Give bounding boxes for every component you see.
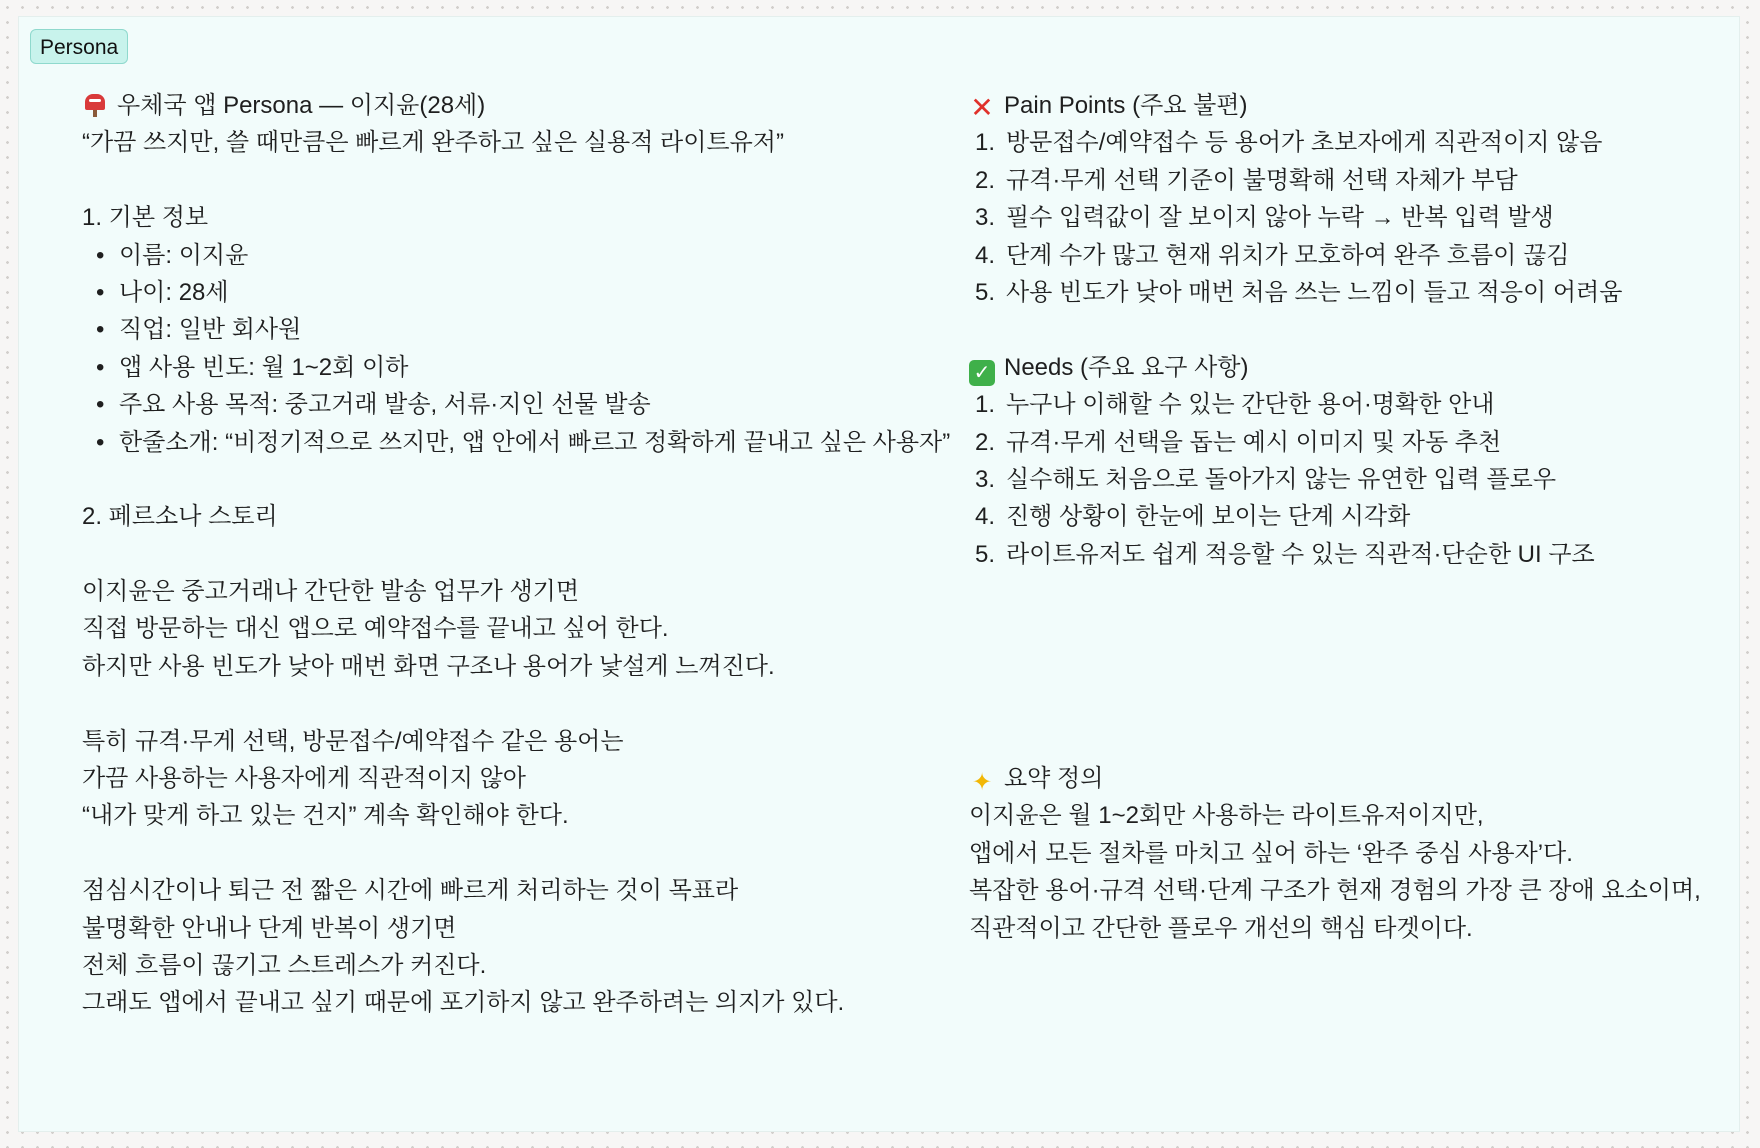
needs-item-text: 라이트유저도 쉽게 적응할 수 있는 직관적·단순한 UI 구조 bbox=[1006, 540, 1595, 568]
story-line: 불명확한 안내나 단계 반복이 생기면 bbox=[82, 914, 457, 942]
list-number: 2. bbox=[975, 166, 996, 194]
summary-line: 직관적이고 간단한 플로우 개선의 핵심 타겟이다. bbox=[969, 914, 1473, 942]
pain-point-item bbox=[969, 274, 1701, 311]
basic-info-item bbox=[82, 424, 950, 461]
story-line: “내가 맞게 하고 있는 건지” 계속 확인해야 한다. bbox=[82, 802, 569, 830]
story-paragraph bbox=[82, 573, 950, 685]
pain-point-item-text: 방문접수/예약접수 등 용어가 초보자에게 직관적이지 않음 bbox=[1006, 129, 1603, 157]
needs-item bbox=[969, 386, 1701, 423]
pain-point-item-text: 사용 빈도가 낮아 매번 처음 쓰는 느낌이 들고 적응이 어려움 bbox=[1006, 278, 1623, 306]
basic-info-item-text: 주요 사용 목적: 중고거래 발송, 서류·지인 선물 발송 bbox=[119, 391, 651, 419]
cross-icon: ✕ bbox=[970, 92, 994, 123]
summary-heading: 요약 정의 bbox=[1004, 765, 1104, 793]
story-line: 하지만 사용 빈도가 낮아 매번 화면 구조나 용어가 낯설게 느껴진다. bbox=[82, 652, 775, 680]
bullet-marker: • bbox=[96, 391, 105, 419]
basic-info-item-text: 이름: 이지윤 bbox=[119, 241, 249, 269]
bullet-marker: • bbox=[96, 353, 105, 381]
list-number: 2. bbox=[975, 428, 996, 456]
basic-info-item bbox=[82, 274, 950, 311]
summary-line: 복잡한 용어·규격 선택·단계 구조가 현재 경험의 가장 큰 장애 요소이며, bbox=[969, 877, 1701, 905]
basic-info-item bbox=[82, 386, 950, 423]
bullet-marker: • bbox=[96, 241, 105, 269]
pain-point-item-text: 단계 수가 많고 현재 위치가 모호하여 완주 흐름이 끊김 bbox=[1006, 241, 1570, 269]
story-paragraph bbox=[82, 872, 950, 1022]
needs-item bbox=[969, 424, 1701, 461]
needs-item-text: 누구나 이해할 수 있는 간단한 용어·명확한 안내 bbox=[1006, 391, 1495, 419]
basic-info-item bbox=[82, 237, 950, 274]
story-paragraph bbox=[82, 723, 950, 835]
list-number: 5. bbox=[975, 540, 996, 568]
basic-info-item-text: 직업: 일반 회사원 bbox=[119, 316, 302, 344]
pain-point-item bbox=[969, 199, 1701, 236]
needs-heading: Needs (주요 요구 사항) bbox=[1004, 353, 1249, 381]
persona-title-line bbox=[82, 87, 950, 124]
story-line: 전체 흐름이 끊기고 스트레스가 커진다. bbox=[82, 951, 487, 979]
story-line: 이지윤은 중고거래나 간단한 발송 업무가 생기면 bbox=[82, 578, 580, 606]
bullet-marker: • bbox=[96, 428, 105, 456]
check-icon: ✓ bbox=[969, 360, 995, 386]
persona-quote: “가끔 쓰지만, 쓸 때만큼은 빠르게 완주하고 싶은 실용적 라이트유저” bbox=[82, 129, 784, 157]
needs-item bbox=[969, 536, 1701, 573]
needs-item-text: 진행 상황이 한눈에 보이는 단계 시각화 bbox=[1006, 503, 1411, 531]
story-line: 점심시간이나 퇴근 전 짧은 시간에 빠르게 처리하는 것이 목표라 bbox=[82, 877, 739, 905]
pain-point-item bbox=[969, 162, 1701, 199]
persona-right-column bbox=[969, 87, 1701, 947]
section-heading-story: 2. 페르소나 스토리 bbox=[82, 503, 278, 531]
summary-text bbox=[969, 797, 1701, 947]
pain-point-item-text: 규격·무게 선택 기준이 불명확해 선택 자체가 부담 bbox=[1006, 166, 1518, 194]
needs-item bbox=[969, 461, 1701, 498]
story-line: 그래도 앱에서 끝내고 싶기 때문에 포기하지 않고 완주하려는 의지가 있다. bbox=[82, 989, 845, 1017]
list-number: 4. bbox=[975, 241, 996, 269]
sparkle-icon: ✦ bbox=[971, 769, 993, 797]
basic-info-item-text: 나이: 28세 bbox=[119, 278, 229, 306]
needs-item-text: 실수해도 처음으로 돌아가지 않는 유연한 입력 플로우 bbox=[1006, 465, 1557, 493]
pain-points-list bbox=[969, 124, 1701, 311]
basic-info-item-text: 앱 사용 빈도: 월 1~2회 이하 bbox=[119, 353, 409, 381]
needs-item bbox=[969, 498, 1701, 535]
persona-left-column bbox=[82, 87, 950, 1022]
frame-label[interactable]: Persona bbox=[30, 29, 128, 64]
basic-info-list bbox=[82, 237, 950, 461]
needs-heading-line bbox=[969, 349, 1701, 386]
basic-info-item-text: 한줄소개: “비정기적으로 쓰지만, 앱 안에서 빠르고 정확하게 끝내고 싶은 사용자” bbox=[119, 428, 951, 456]
persona-title: 우체국 앱 Persona — 이지윤(28세) bbox=[117, 92, 486, 119]
basic-info-item bbox=[82, 349, 950, 386]
bullet-marker: • bbox=[96, 316, 105, 344]
story-line: 직접 방문하는 대신 앱으로 예약접수를 끝내고 싶어 한다. bbox=[82, 615, 669, 643]
list-number: 3. bbox=[975, 204, 996, 232]
story-line: 특히 규격·무게 선택, 방문접수/예약접수 같은 용어는 bbox=[82, 727, 624, 755]
summary-line: 앱에서 모든 절차를 마치고 싶어 하는 ‘완주 중심 사용자’다. bbox=[969, 839, 1573, 867]
summary-heading-line bbox=[969, 760, 1701, 797]
summary-line: 이지윤은 월 1~2회만 사용하는 라이트유저이지만, bbox=[969, 802, 1484, 830]
list-number: 1. bbox=[975, 391, 996, 419]
list-number: 5. bbox=[975, 278, 996, 306]
pain-point-item bbox=[969, 124, 1701, 161]
section-heading-basic-info: 1. 기본 정보 bbox=[82, 204, 209, 232]
list-number: 4. bbox=[975, 503, 996, 531]
pain-point-item-text: 필수 입력값이 잘 보이지 않아 누락 → 반복 입력 발생 bbox=[1006, 204, 1554, 232]
story-line: 가끔 사용하는 사용자에게 직관적이지 않아 bbox=[82, 765, 526, 793]
pain-point-item bbox=[969, 237, 1701, 274]
basic-info-item bbox=[82, 311, 950, 348]
list-number: 3. bbox=[975, 465, 996, 493]
pain-points-heading-line bbox=[969, 87, 1701, 124]
mailbox-icon bbox=[82, 91, 108, 117]
needs-item-text: 규격·무게 선택을 돕는 예시 이미지 및 자동 추천 bbox=[1006, 428, 1502, 456]
bullet-marker: • bbox=[96, 278, 105, 306]
list-number: 1. bbox=[975, 129, 996, 157]
needs-list bbox=[969, 386, 1701, 573]
pain-points-heading: Pain Points (주요 불편) bbox=[1004, 92, 1248, 119]
